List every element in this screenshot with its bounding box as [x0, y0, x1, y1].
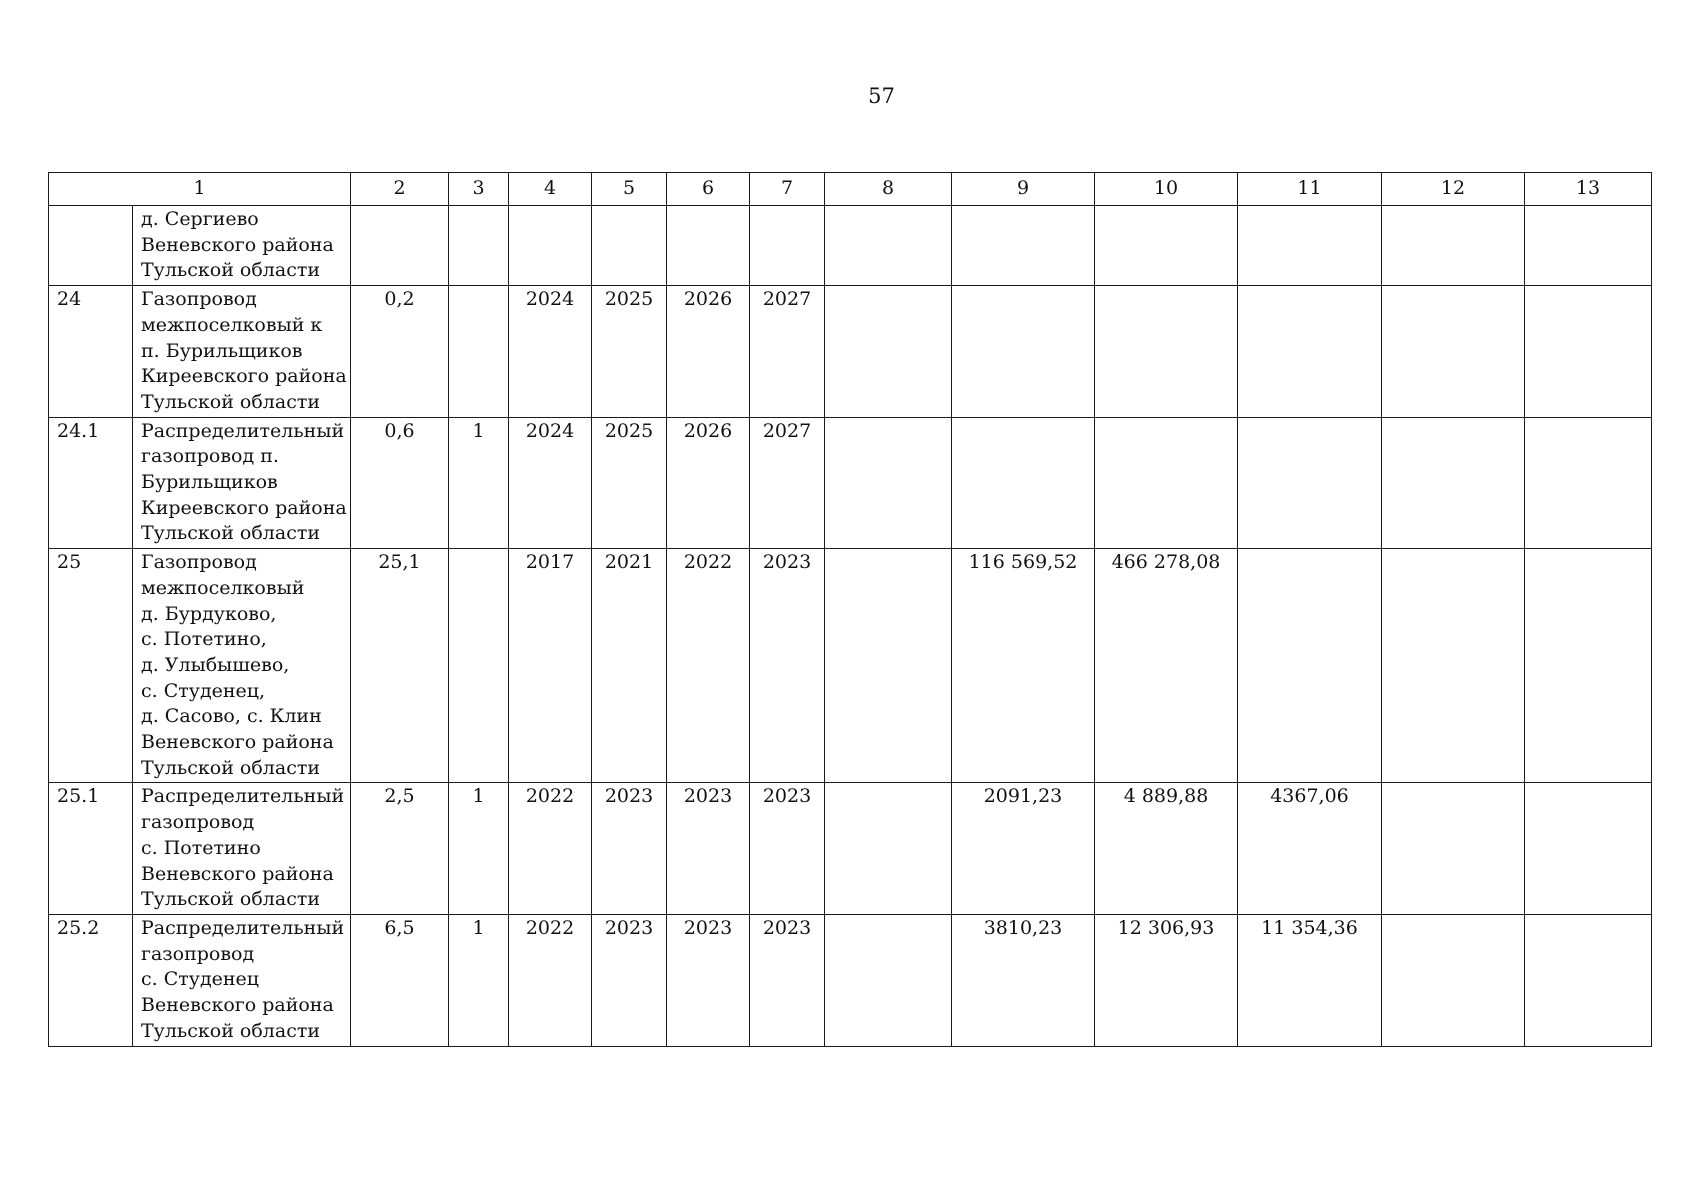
object-name-line: межпоселковый: [141, 576, 305, 599]
value-cell-col-8: [825, 549, 952, 783]
header-row: [49, 173, 1652, 206]
column-header: 6: [667, 173, 750, 206]
column-header: 9: [952, 173, 1095, 206]
value-cell-col-7: [750, 206, 825, 286]
object-name-line: д. Бурдуково,: [141, 602, 277, 625]
object-name-line: д. Сасово, с. Клин: [141, 705, 322, 728]
value-cell-col-7: 2023: [750, 549, 825, 783]
value-cell-col-3: 1: [449, 417, 509, 549]
value-cell-col-6: 2023: [667, 914, 750, 1046]
object-name-line: с. Потетино,: [141, 628, 267, 651]
object-name-cell: [133, 206, 351, 286]
object-name-line: Тульской области: [141, 756, 321, 779]
object-name-line: Тульской области: [141, 522, 321, 545]
value-cell-col-11: [1238, 206, 1382, 286]
row-number-cell: 24.1: [49, 417, 133, 549]
value-cell-col-5: 2021: [592, 549, 667, 783]
table-row: [49, 549, 1652, 783]
value-cell-col-12: [1382, 286, 1525, 418]
object-name-cell: [133, 417, 351, 549]
value-cell-col-11: [1238, 286, 1382, 418]
value-cell-col-13: [1525, 206, 1652, 286]
column-header: 12: [1382, 173, 1525, 206]
value-cell-col-2: 0,6: [351, 417, 449, 549]
object-name-line: Веневского района: [141, 233, 334, 256]
value-cell-col-2: 6,5: [351, 914, 449, 1046]
table-row: [49, 783, 1652, 915]
object-name-line: д. Сергиево: [141, 208, 259, 230]
data-table: [48, 172, 1652, 1047]
value-cell-col-5: 2023: [592, 914, 667, 1046]
value-cell-col-3: [449, 206, 509, 286]
value-cell-col-3: 1: [449, 914, 509, 1046]
value-cell-col-13: [1525, 549, 1652, 783]
column-header: 4: [509, 173, 592, 206]
value-cell-col-13: [1525, 783, 1652, 915]
value-cell-col-12: [1382, 549, 1525, 783]
value-cell-col-2: 2,5: [351, 783, 449, 915]
table-body: [49, 206, 1652, 1047]
value-cell-col-5: [592, 206, 667, 286]
value-cell-col-5: 2025: [592, 286, 667, 418]
column-header: 10: [1095, 173, 1238, 206]
value-cell-col-5: 2025: [592, 417, 667, 549]
column-header: 2: [351, 173, 449, 206]
column-header: 5: [592, 173, 667, 206]
object-name-line: газопровод: [141, 942, 255, 965]
value-cell-col-8: [825, 417, 952, 549]
object-name-line: с. Потетино: [141, 836, 261, 859]
value-cell-col-10: [1095, 286, 1238, 418]
value-cell-col-8: [825, 783, 952, 915]
object-name-line: Тульской области: [141, 390, 321, 413]
object-name-line: Распределительный: [141, 785, 345, 808]
object-name-line: межпоселковый к: [141, 313, 323, 336]
value-cell-col-11: [1238, 417, 1382, 549]
object-name-line: с. Студенец,: [141, 679, 266, 702]
row-number-cell: [49, 206, 133, 286]
value-cell-col-2: 0,2: [351, 286, 449, 418]
value-cell-col-2: [351, 206, 449, 286]
table-row: [49, 206, 1652, 286]
value-cell-col-4: 2017: [509, 549, 592, 783]
value-cell-col-5: 2023: [592, 783, 667, 915]
table-row: [49, 417, 1652, 549]
object-name-cell: [133, 549, 351, 783]
value-cell-col-13: [1525, 286, 1652, 418]
value-cell-col-7: 2027: [750, 417, 825, 549]
value-cell-col-8: [825, 206, 952, 286]
column-header: 8: [825, 173, 952, 206]
object-name-line: д. Улыбышево,: [141, 653, 290, 676]
value-cell-col-6: 2026: [667, 286, 750, 418]
value-cell-col-6: [667, 206, 750, 286]
value-cell-col-12: [1382, 914, 1525, 1046]
value-cell-col-6: 2022: [667, 549, 750, 783]
table-header: [49, 173, 1652, 206]
value-cell-col-4: [509, 206, 592, 286]
object-name-line: Киреевского района: [141, 365, 347, 388]
object-name-line: Тульской области: [141, 259, 321, 282]
value-cell-col-3: [449, 549, 509, 783]
value-cell-col-11: 11 354,36: [1238, 914, 1382, 1046]
object-name-line: Киреевского района: [141, 496, 347, 519]
page-number: 57: [868, 84, 895, 108]
value-cell-col-4: 2024: [509, 286, 592, 418]
column-header: 1: [49, 173, 351, 206]
table-row: [49, 286, 1652, 418]
value-cell-col-4: 2024: [509, 417, 592, 549]
value-cell-col-10: 12 306,93: [1095, 914, 1238, 1046]
table-row: [49, 914, 1652, 1046]
object-name-line: Веневского района: [141, 731, 334, 754]
row-number-cell: 24: [49, 286, 133, 418]
value-cell-col-10: [1095, 206, 1238, 286]
column-header: 11: [1238, 173, 1382, 206]
value-cell-col-9: [952, 417, 1095, 549]
object-name-line: Тульской области: [141, 1019, 321, 1042]
value-cell-col-9: 116 569,52: [952, 549, 1095, 783]
value-cell-col-7: 2023: [750, 914, 825, 1046]
object-name-line: Бурильщиков: [141, 471, 278, 494]
value-cell-col-4: 2022: [509, 914, 592, 1046]
value-cell-col-2: 25,1: [351, 549, 449, 783]
value-cell-col-4: 2022: [509, 783, 592, 915]
object-name-line: Газопровод: [141, 551, 257, 574]
object-name-line: газопровод п.: [141, 445, 279, 468]
value-cell-col-3: 1: [449, 783, 509, 915]
column-header: 3: [449, 173, 509, 206]
value-cell-col-8: [825, 914, 952, 1046]
value-cell-col-13: [1525, 417, 1652, 549]
value-cell-col-9: 3810,23: [952, 914, 1095, 1046]
object-name-line: Веневского района: [141, 994, 334, 1017]
value-cell-col-7: 2027: [750, 286, 825, 418]
value-cell-col-6: 2023: [667, 783, 750, 915]
object-name-line: Распределительный: [141, 916, 345, 939]
row-number-cell: 25: [49, 549, 133, 783]
object-name-cell: [133, 783, 351, 915]
value-cell-col-9: [952, 286, 1095, 418]
row-number-cell: 25.2: [49, 914, 133, 1046]
object-name-cell: [133, 286, 351, 418]
object-name-line: Распределительный: [141, 419, 345, 442]
value-cell-col-12: [1382, 206, 1525, 286]
object-name-line: газопровод: [141, 811, 255, 834]
object-name-line: Веневского района: [141, 862, 334, 885]
object-name-line: Газопровод: [141, 288, 257, 311]
value-cell-col-11: [1238, 549, 1382, 783]
value-cell-col-12: [1382, 417, 1525, 549]
value-cell-col-10: [1095, 417, 1238, 549]
value-cell-col-12: [1382, 783, 1525, 915]
column-header: 13: [1525, 173, 1652, 206]
column-header: 7: [750, 173, 825, 206]
value-cell-col-6: 2026: [667, 417, 750, 549]
value-cell-col-7: 2023: [750, 783, 825, 915]
value-cell-col-8: [825, 286, 952, 418]
object-name-line: Тульской области: [141, 888, 321, 911]
object-name-line: с. Студенец: [141, 968, 260, 991]
value-cell-col-11: 4367,06: [1238, 783, 1382, 915]
object-name-line: п. Бурильщиков: [141, 339, 303, 362]
value-cell-col-10: 466 278,08: [1095, 549, 1238, 783]
value-cell-col-9: [952, 206, 1095, 286]
value-cell-col-9: 2091,23: [952, 783, 1095, 915]
value-cell-col-10: 4 889,88: [1095, 783, 1238, 915]
row-number-cell: 25.1: [49, 783, 133, 915]
value-cell-col-3: [449, 286, 509, 418]
value-cell-col-13: [1525, 914, 1652, 1046]
object-name-cell: [133, 914, 351, 1046]
